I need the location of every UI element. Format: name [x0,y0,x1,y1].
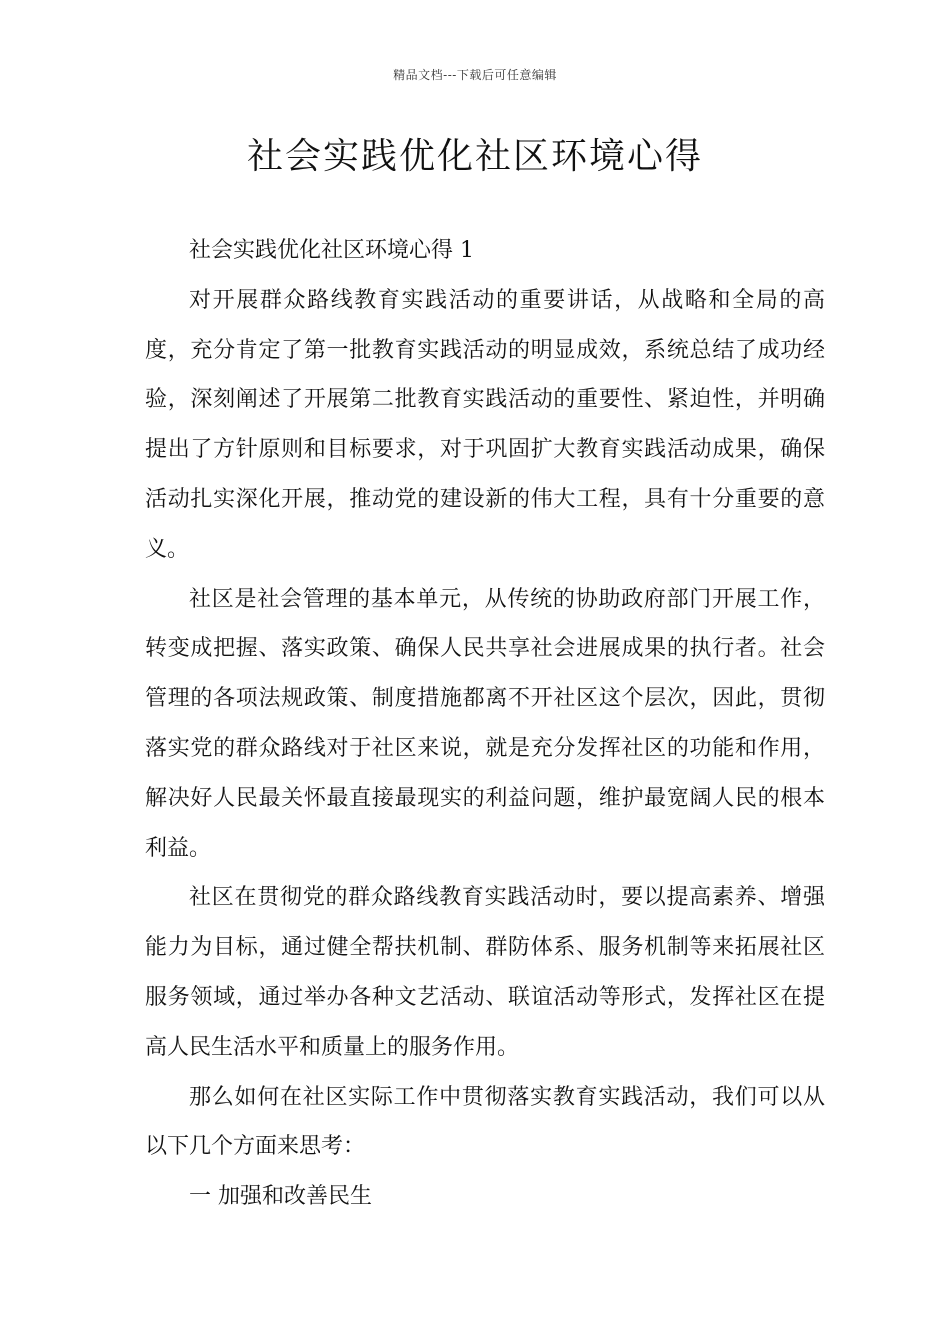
section-heading: 社会实践优化社区环境心得 1 [189,238,474,263]
header-note: 精品文档---下载后可任意编辑 [393,68,557,82]
document-title: 社会实践优化社区环境心得 [246,136,703,177]
body-paragraph: 对开展群众路线教育实践活动的重要讲话，从战略和全局的高度，充分肯定了第一批教育实践活动的明显成效，系统总结了成功经验，深刻阐述了开展第二批教育实践活动的重要性、紧迫性，并明确提出了方针原则和目标要求，对于巩固扩大教育实践活动成果，确保活动扎实深化开展，推动党的建设新的伟大工程，具有十分重要的意义。 [145,287,825,562]
body-paragraph: 社区是社会管理的基本单元，从传统的协助政府部门开展工作，转变成把握、落实政策、确保人民共享社会进展成果的执行者。社会管理的各项法规政策、制度措施都离不开社区这个层次，因此，贯彻落实党的群众路线对于社区来说，就是充分发挥社区的功能和作用，解决好人民最关怀最直接最现实的利益问题，维护最宽阔人民的根本利益。 [145,586,825,861]
document-body [145,226,825,1222]
body-paragraph: 那么如何在社区实际工作中贯彻落实教育实践活动，我们可以从以下几个方面来思考： [145,1084,825,1160]
subsection-heading: 一 加强和改善民生 [189,1184,372,1210]
body-paragraph: 社区在贯彻党的群众路线教育实践活动时，要以提高素养、增强能力为目标，通过健全帮扶机制、群防体系、服务机制等来拓展社区服务领域，通过举办各种文艺活动、联谊活动等形式，发挥社区在提高人民生活水平和质量上的服务作用。 [145,885,825,1060]
